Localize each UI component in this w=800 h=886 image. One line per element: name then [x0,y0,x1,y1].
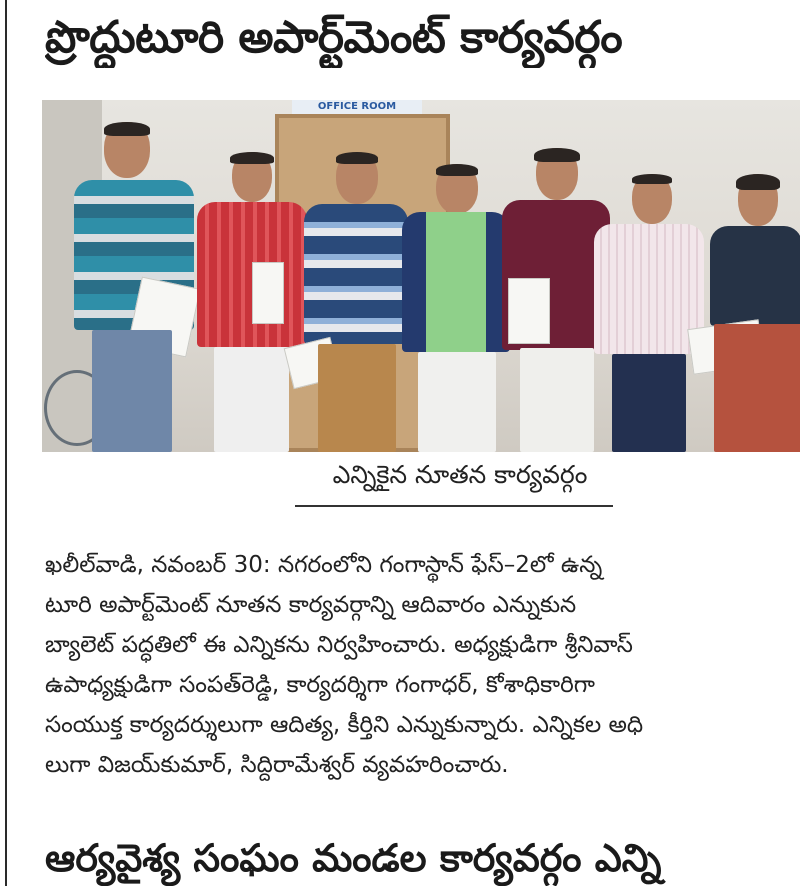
photo-person-4 [402,164,510,452]
column-rule [5,0,7,886]
article-line: ఖలీల్‌వాడి, నవంబర్ 30: నగరంలోని గంగాస్థాన్ ఫేస్–2లో ఉన్న [45,552,603,578]
article-line: ఉపాధ్యక్షుడిగా సంపత్‌రెడ్డి, కార్యదర్శిగా గంగాధర్, కోశాధికారిగా [45,672,595,698]
photo-person-2 [192,152,312,452]
article-line: సంయుక్త కార్యదర్శులుగా ఆదిత్య, కీర్తిని ఎన్నుకున్నారు. ఎన్నికల అధి [45,712,644,738]
news-photo [42,100,800,452]
photo-person-6 [590,174,708,452]
article-line: లుగా విజయ్‌కుమార్, సిద్దిరామేశ్వర్ వ్యవహరించారు. [45,752,509,778]
headline: ప్రొద్దుటూరి అపార్ట్‌మెంట్ కార్యవర్గం [45,12,623,63]
photo-door-sign: OFFICE ROOM [292,100,422,114]
article-line: టూరి అపార్ట్‌మెంట్ నూతన కార్యవర్గాన్ని ఆదివారం ఎన్నుకున [45,592,577,618]
photo-caption: ఎన్నికైన నూతన కార్యవర్గం [332,460,588,489]
article-line: బ్యాలెట్ పద్ధతిలో ఈ ఎన్నికను నిర్వహించారు. అధ్యక్షుడిగా శ్రీనివాస్ [45,632,633,658]
caption-underline [295,505,613,507]
photo-person-1 [64,122,204,452]
photo-person-7 [710,174,800,452]
next-article-headline: ఆర్యవైశ్య సంఘం మండల కార్యవర్గం ఎన్ని [45,836,662,880]
article-body [45,545,800,785]
photo-person-3 [300,152,412,452]
